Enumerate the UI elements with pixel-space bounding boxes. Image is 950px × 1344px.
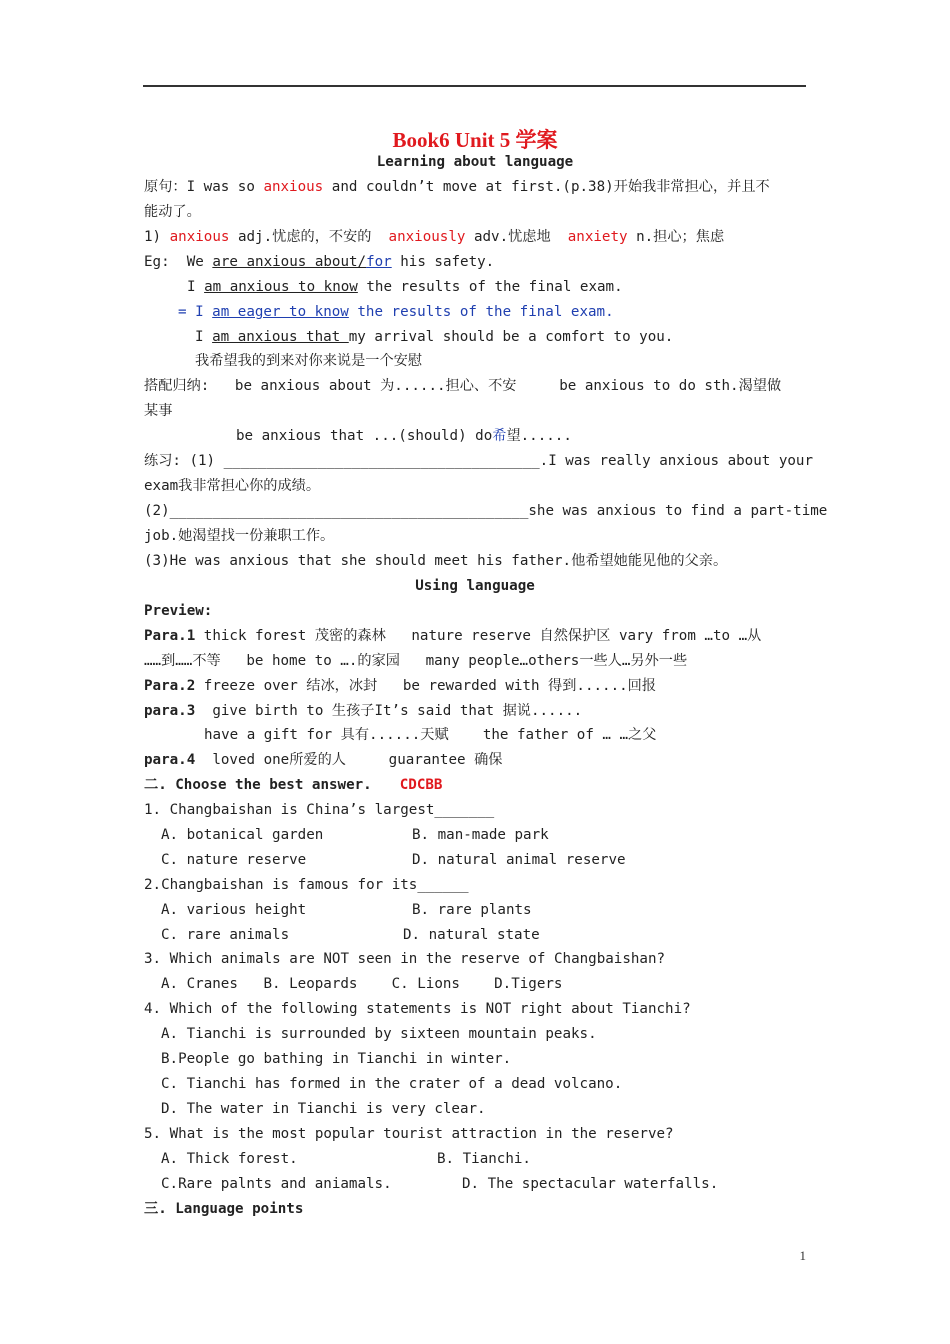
collocation-that xyxy=(236,425,572,447)
exercise-1-label: 练习: (1) xyxy=(144,453,224,469)
para3-text: give birth to 生孩子It’s said that 据说...... xyxy=(195,703,583,719)
choose-answers: CDCBB xyxy=(399,777,443,793)
collocation-summary-cont: 某事 xyxy=(144,403,173,419)
example-1-underlined: are anxious about/ xyxy=(212,254,367,270)
para1-line-cont: ……到……不等 be home to ….的家园 many people…others一些人…另外一些 xyxy=(144,653,688,669)
exercise-1-cont: exam我非常担心你的成绩。 xyxy=(144,478,321,494)
question-4: 4. Which of the following statements is NOT right about Tianchi? xyxy=(144,1001,691,1017)
example-3-b: the results of the final exam. xyxy=(348,304,614,320)
exercise-2-text: she was anxious to find a part-time xyxy=(528,503,828,519)
para4-line xyxy=(144,749,502,771)
word-forms-line xyxy=(144,226,724,248)
q4-option-b: B.People go bathing in Tianchi in winter. xyxy=(161,1051,512,1067)
para3-line-cont: have a gift for 具有......天赋 the father of … …之父 xyxy=(204,727,657,743)
q1-option-c: C. nature reserve xyxy=(161,852,307,868)
example-2 xyxy=(187,276,623,298)
choose-heading xyxy=(144,774,442,796)
collocation-that-blue: 希 xyxy=(492,428,507,444)
exercise-1-text: .I was really anxious about your xyxy=(539,453,814,469)
question-2: 2.Changbaishan is famous for its______ xyxy=(144,877,469,893)
original-sentence-cont: 能动了。 xyxy=(144,204,201,220)
q5-option-c: C.Rare palnts and aniamals. xyxy=(161,1176,392,1192)
para4-label: para.4 xyxy=(144,752,196,768)
para1-label: Para.1 xyxy=(144,628,196,644)
exercise-2-blank[interactable]: __________________________________________ xyxy=(169,503,529,519)
para1-text: thick forest 茂密的森林 nature reserve 自然保护区 vary from …to …从 xyxy=(195,628,762,644)
para1-line xyxy=(144,625,761,647)
q5-option-a: A. Thick forest. xyxy=(161,1151,298,1167)
para2-text: freeze over 结冰，冰封 be rewarded with 得到......回报 xyxy=(195,678,657,694)
example-1-b: his safety. xyxy=(391,254,495,270)
word-forms-num: 1) xyxy=(144,229,170,245)
q5-option-b: B. Tianchi. xyxy=(437,1151,531,1167)
word-anxiously-def: adv.忧虑地 xyxy=(465,229,568,245)
orig-text-b: and couldn’t move at first.(p.38)开始我非常担心，并且不 xyxy=(323,179,770,195)
example-2-underlined: am anxious to know xyxy=(204,279,358,295)
orig-keyword: anxious xyxy=(263,179,324,195)
word-anxiously: anxiously xyxy=(388,229,466,245)
example-4-b: my arrival should be a comfort to you. xyxy=(348,329,674,345)
original-sentence xyxy=(144,176,770,198)
para3-label: para.3 xyxy=(144,703,196,719)
example-1-for: for xyxy=(366,254,392,270)
para2-line xyxy=(144,675,656,697)
para2-label: Para.2 xyxy=(144,678,196,694)
q2-option-b: B. rare plants xyxy=(412,902,532,918)
example-4-translation: 我希望我的到来对你来说是一个安慰 xyxy=(195,353,423,369)
example-2-a: I xyxy=(187,279,205,295)
example-1-a: Eg: We xyxy=(144,254,213,270)
q2-option-a: A. various height xyxy=(161,902,307,918)
para3-line xyxy=(144,700,582,722)
word-anxiety-def: n.担心；焦虑 xyxy=(627,229,725,245)
language-points-heading: 三. Language points xyxy=(144,1201,304,1217)
q4-option-d: D. The water in Tianchi is very clear. xyxy=(161,1101,486,1117)
page-title: Book6 Unit 5 学案 xyxy=(392,128,558,152)
q3-options: A. Cranes B. Leopards C. Lions D.Tigers xyxy=(161,976,563,992)
para4-text: loved one所爱的人 guarantee 确保 xyxy=(195,752,503,768)
example-3 xyxy=(178,301,614,323)
header-rule xyxy=(143,85,806,87)
choose-heading-text: 二. Choose the best answer. xyxy=(144,777,372,793)
word-anxious-def: adj.忧虑的，不安的 xyxy=(229,229,389,245)
q2-option-d: D. natural state xyxy=(403,927,540,943)
q1-option-b: B. man-made park xyxy=(412,827,549,843)
collocation-that-a: be anxious that ...(should) do xyxy=(236,428,493,444)
question-5: 5. What is the most popular tourist attraction in the reserve? xyxy=(144,1126,674,1142)
q1-option-a: A. botanical garden xyxy=(161,827,324,843)
q4-option-a: A. Tianchi is surrounded by sixteen mountain peaks. xyxy=(161,1026,597,1042)
page-number: 1 xyxy=(799,1248,806,1263)
collocation-summary: 搭配归纳: be anxious about 为......担心、不安 be anxious to do sth.渴望做 xyxy=(144,378,782,394)
section-heading-learning: Learning about language xyxy=(376,154,574,170)
example-4-underlined: am anxious that xyxy=(212,329,349,345)
q1-option-d: D. natural animal reserve xyxy=(412,852,626,868)
example-4-a: I xyxy=(195,329,213,345)
question-3: 3. Which animals are NOT seen in the reserve of Changbaishan? xyxy=(144,951,666,967)
word-anxious: anxious xyxy=(169,229,230,245)
exercise-2 xyxy=(144,500,827,522)
example-3-underlined: am eager to know xyxy=(212,304,349,320)
q2-option-c: C. rare animals xyxy=(161,927,290,943)
q5-option-d: D. The spectacular waterfalls. xyxy=(462,1176,719,1192)
section-heading-using: Using language xyxy=(415,578,535,594)
preview-heading: Preview: xyxy=(144,603,213,619)
collocation-that-b: 望...... xyxy=(506,428,572,444)
example-4 xyxy=(195,326,673,348)
exercise-1-blank[interactable]: _____________________________________ xyxy=(223,453,540,469)
q4-option-c: C. Tianchi has formed in the crater of a dead volcano. xyxy=(161,1076,623,1092)
exercise-2-label: (2) xyxy=(144,503,170,519)
exercise-2-cont: job.她渴望找一份兼职工作。 xyxy=(144,528,335,544)
word-anxiety: anxiety xyxy=(567,229,628,245)
example-2-b: the results of the final exam. xyxy=(357,279,623,295)
exercise-1 xyxy=(144,450,813,472)
orig-text-a: 原句：I was so xyxy=(144,179,264,195)
example-3-a: = I xyxy=(178,304,213,320)
question-1: 1. Changbaishan is China’s largest_______ xyxy=(144,802,495,818)
exercise-3: (3)He was anxious that she should meet his father.他希望她能见他的父亲。 xyxy=(144,553,728,569)
example-1 xyxy=(144,251,494,273)
